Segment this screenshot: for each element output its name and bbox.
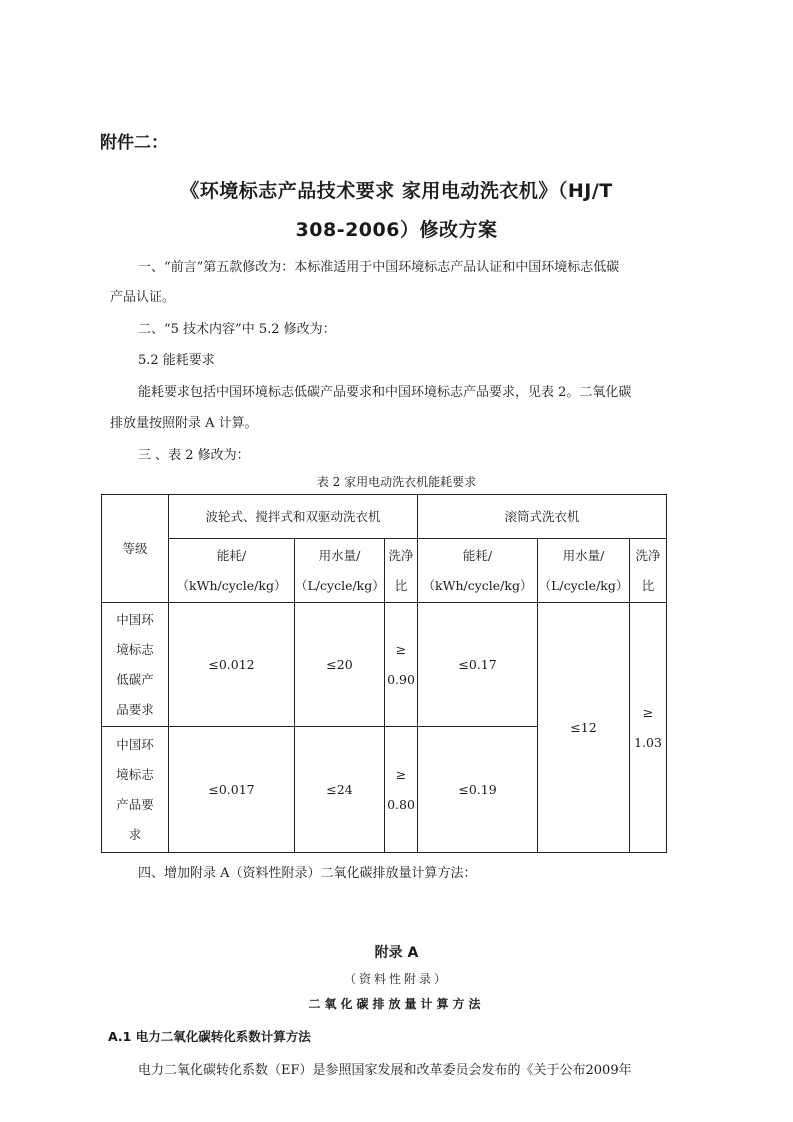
- g2-energy-value: ≤0.17: [418, 603, 538, 727]
- group1-header: 波轮式、搅拌式和双驱动洗衣机: [169, 495, 418, 539]
- paragraph-3: 5.2 能耗要求: [138, 353, 215, 368]
- g1-energy-header: 能耗/ （kWh/cycle/kg）: [169, 539, 295, 603]
- group2-header: 滚筒式洗衣机: [418, 495, 667, 539]
- g2-wash-shared-value: ≥ 1.03: [630, 603, 667, 853]
- paragraph-4-cont: 排放量按照附录 A 计算。: [110, 416, 258, 431]
- appendix-title: 二氧化碳排放量计算方法: [308, 997, 485, 1011]
- g1-water-value: ≤24: [295, 727, 385, 853]
- doc-title-line2: 308-2006）修改方案: [295, 219, 498, 241]
- g1-wash-value: ≥ 0.80: [385, 727, 418, 853]
- g2-energy-header: 能耗/ （kWh/cycle/kg）: [418, 539, 538, 603]
- g1-wash-header: 洗净 比: [385, 539, 418, 603]
- g2-wash-header: 洗净 比: [630, 539, 667, 603]
- g2-water-header: 用水量/ （L/cycle/kg）: [538, 539, 630, 603]
- paragraph-4: 能耗要求包括中国环境标志低碳产品要求和中国环境标志产品要求，见表 2。二氧化碳: [138, 385, 632, 400]
- table-caption: 表 2 家用电动洗衣机能耗要求: [316, 475, 477, 489]
- grade-header: 等级: [102, 495, 169, 603]
- attachment-label: 附件二：: [100, 133, 168, 153]
- paragraph-1-cont: 产品认证。: [110, 290, 176, 305]
- g1-energy-value: ≤0.012: [169, 603, 295, 727]
- table-row: [102, 603, 667, 727]
- g1-energy-value: ≤0.017: [169, 727, 295, 853]
- g1-water-header: 用水量/ （L/cycle/kg）: [295, 539, 385, 603]
- paragraph-5: 三 、表 2 修改为：: [138, 448, 250, 463]
- paragraph-1: 一、“前言”第五款修改为：本标准适用于中国环境标志产品认证和中国环境标志低碳: [138, 260, 620, 275]
- appendix-subheading: （资料性附录）: [343, 972, 449, 986]
- appendix-paragraph: 电力二氧化碳转化系数（EF）是参照国家发展和改革委员会发布的《关于公布2009年: [138, 1063, 632, 1078]
- table-header-row-1: [102, 495, 667, 539]
- section-heading-a1: A.1 电力二氧化碳转化系数计算方法: [108, 1029, 311, 1044]
- paragraph-2: 二、“5 技术内容”中 5.2 修改为：: [138, 322, 336, 337]
- g1-water-value: ≤20: [295, 603, 385, 727]
- doc-title-line1: 《环境标志产品技术要求 家用电动洗衣机》（HJ/T: [180, 180, 613, 202]
- grade-cell-lowcarbon: 中国环 境标志 低碳产 品要求: [102, 603, 169, 727]
- paragraph-6: 四、增加附录 A（资料性附录）二氧化碳排放量计算方法：: [138, 866, 477, 881]
- g2-energy-value: ≤0.19: [418, 727, 538, 853]
- energy-requirements-table: [101, 494, 667, 853]
- g1-wash-value: ≥ 0.90: [385, 603, 418, 727]
- grade-cell-standard: 中国环 境标志 产品要 求: [102, 727, 169, 853]
- appendix-heading: 附录 A: [374, 945, 419, 961]
- g2-water-shared-value: ≤12: [538, 603, 630, 853]
- table-header-row-2: [102, 539, 667, 603]
